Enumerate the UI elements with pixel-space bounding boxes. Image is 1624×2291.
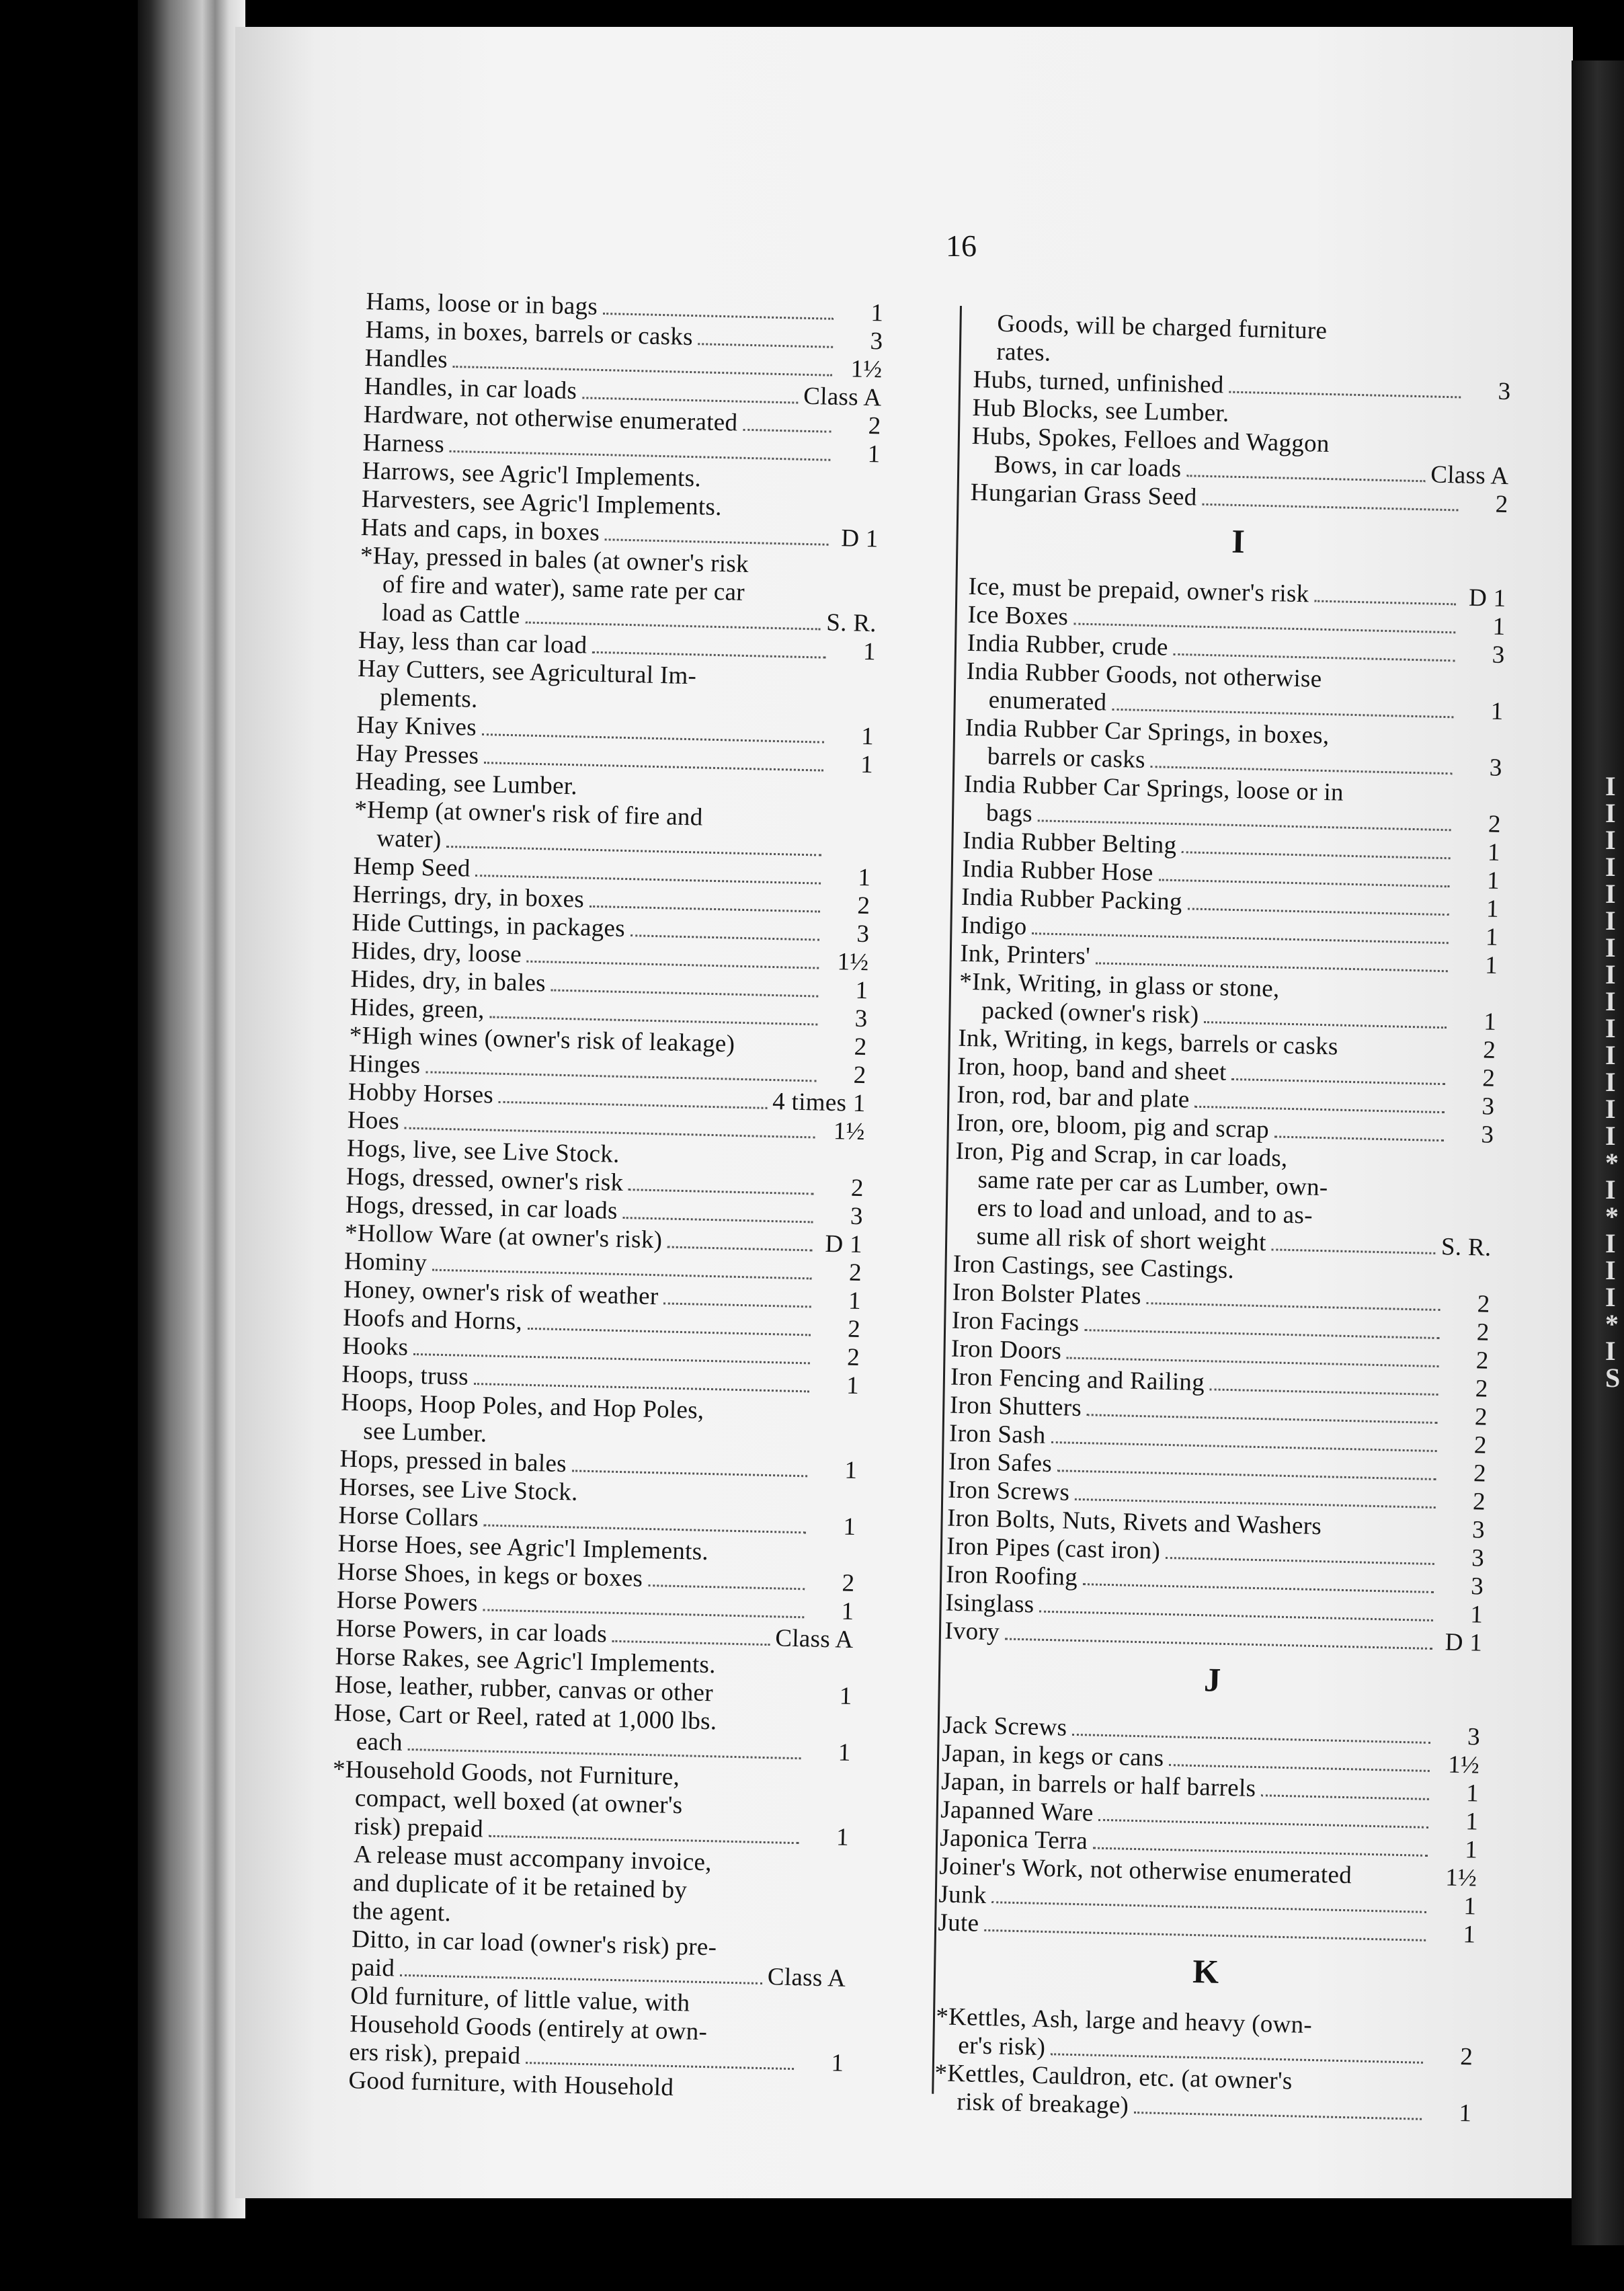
leader-dots: [1084, 1329, 1439, 1339]
right-column: [934, 309, 1512, 2128]
leader-dots: [1202, 504, 1458, 512]
entry-rate: 1: [1465, 1779, 1479, 1808]
leader-dots: [527, 961, 819, 969]
entry-rate: 1: [1459, 2099, 1472, 2128]
leader-dots: [612, 1640, 770, 1646]
entry-commodity: Hemp Seed: [353, 852, 471, 883]
entry-commodity: India Rubber Hose: [961, 854, 1154, 887]
entry-rate: 2: [846, 1343, 860, 1372]
entry-rate: 2: [1495, 490, 1509, 519]
entry-commodity: Hay Presses: [355, 739, 479, 770]
entry-commodity: paid: [350, 1954, 395, 1982]
entry-commodity: Hams, loose or in bags: [366, 288, 598, 321]
entry-rate: 1: [1490, 697, 1504, 725]
leader-dots: [719, 1701, 803, 1703]
entry-rate: 1: [1463, 1921, 1476, 1949]
leader-dots: [1075, 1498, 1436, 1509]
leader-dots: [1098, 1819, 1428, 1828]
entry-commodity: Iron Pipes (cast iron): [946, 1532, 1161, 1565]
entry-rate: 3: [1467, 1723, 1481, 1751]
leader-dots: [1147, 1302, 1440, 1311]
entry-rate: 2: [1472, 1488, 1486, 1516]
entry-commodity: Isinglass: [944, 1589, 1034, 1619]
entry-commodity: Hogs, dressed, in car loads: [345, 1191, 618, 1225]
leader-dots: [475, 875, 821, 885]
facing-page-glyphs: I I I I I I I I I I I I I I * I * I I I * I S: [1605, 771, 1621, 1393]
entry-rate: 1: [1492, 612, 1506, 641]
section-letter: K: [1192, 1952, 1220, 1991]
entry-text: Hogs, live, see Live Stock.: [346, 1134, 620, 1168]
leader-dots: [622, 1217, 813, 1223]
entry-commodity: Horse Shoes, in kegs or boxes: [337, 1558, 643, 1593]
entry-rate: 3: [1471, 1544, 1485, 1572]
entry-rate: Class A: [774, 1624, 854, 1654]
entry-continuation: Goods, will be charged furniture: [997, 309, 1328, 345]
entry-rate: 1: [858, 863, 871, 892]
entry-continuation: of fire and water), same rate per car: [382, 570, 745, 606]
entry-rate: 1: [860, 722, 875, 751]
entry-text: India Rubber Car Springs, loose or in: [963, 770, 1344, 807]
leader-dots: [1166, 1557, 1434, 1565]
leader-dots: [490, 1016, 818, 1025]
entry-rate: 1: [862, 637, 877, 666]
entry-rate: 2: [1473, 1459, 1487, 1488]
entry-text: Hub Blocks, see Lumber.: [972, 393, 1230, 428]
entry-commodity: Horse Collars: [338, 1501, 479, 1533]
entry-rate: 2: [1474, 1403, 1488, 1431]
entry-rate: 1: [1464, 1836, 1478, 1864]
leader-dots: [1204, 1021, 1447, 1029]
entry-text: Horses, see Live Stock.: [339, 1473, 579, 1506]
entry-rate: 1: [1463, 1892, 1477, 1921]
leader-dots: [525, 621, 821, 630]
entry-rate: 3: [1492, 641, 1505, 670]
entry-commodity: Hooks: [341, 1332, 409, 1361]
leader-dots: [1357, 1884, 1427, 1885]
entry-rate: 2: [1475, 1375, 1489, 1403]
leader-dots: [1093, 1847, 1428, 1857]
entry-commodity: enumerated: [988, 686, 1107, 717]
entry-rate: 1: [1484, 951, 1498, 979]
entry-commodity: Jack Screws: [942, 1711, 1067, 1742]
entry-text: Hose, Cart or Reel, rated at 1,000 lbs.: [333, 1699, 717, 1736]
entry-commodity: Iron Bolster Plates: [952, 1278, 1142, 1310]
entry-commodity: *High wines (owner's risk of leakage): [349, 1021, 735, 1058]
entry-rate: 1: [843, 1513, 856, 1541]
leader-dots: [698, 343, 834, 348]
entry-rate: 3: [870, 327, 883, 356]
entry-rate: 2: [1473, 1431, 1488, 1459]
entry-text: Hay Cutters, see Agricultural Im-: [357, 654, 697, 690]
entry-rate: 1: [839, 1682, 853, 1710]
entry-rate: 2: [847, 1315, 861, 1344]
entry-commodity: Iron Roofing: [945, 1560, 1078, 1591]
entry-rate: 3: [1489, 754, 1503, 782]
entry-text: *Household Goods, not Furniture,: [332, 1755, 680, 1792]
entry-text: Hoops, Hoop Poles, and Hop Poles,: [340, 1388, 704, 1424]
leader-dots: [572, 1470, 807, 1477]
entry-commodity: Hops, pressed in bales: [339, 1445, 567, 1478]
entry-rate: 1: [844, 1456, 858, 1485]
section-letter: J: [1203, 1660, 1222, 1699]
entry-commodity: Iron, ore, bloom, pig and scrap: [956, 1109, 1270, 1144]
left-column: [325, 288, 884, 2106]
leader-dots: [453, 366, 833, 376]
entry-rate: 1: [836, 1823, 850, 1851]
leader-dots: [1083, 1583, 1434, 1593]
entry-rate: 1½: [1447, 1751, 1480, 1779]
entry-rate: 2: [1476, 1318, 1490, 1347]
entry-rate: 1: [1483, 1008, 1497, 1036]
leader-dots: [1314, 600, 1456, 606]
entry-continuation: A release must accompany invoice,: [353, 1841, 713, 1877]
entry-rate: 1: [848, 1287, 862, 1316]
leader-dots: [400, 1974, 762, 1984]
leader-dots: [450, 450, 831, 461]
leader-dots: [432, 1269, 812, 1280]
entry-commodity: Indigo: [960, 911, 1028, 940]
leader-dots: [1134, 2112, 1422, 2120]
entry-rate: 2: [868, 411, 881, 440]
entry-rate: 1: [1487, 838, 1501, 867]
leader-dots: [482, 733, 824, 743]
entry-rate: D 1: [840, 524, 879, 553]
entry-text: Hubs, Spokes, Felloes and Waggon: [971, 421, 1330, 458]
entry-commodity: Japanned Ware: [940, 1796, 1094, 1827]
leader-dots: [474, 1383, 809, 1392]
entry-rate: 3: [854, 1004, 868, 1033]
entry-rate: 3: [1471, 1516, 1486, 1544]
leader-dots: [551, 990, 819, 998]
leader-dots: [1231, 1078, 1445, 1085]
entry-rate: D 1: [1468, 584, 1506, 613]
entry-commodity: er's risk): [957, 2032, 1046, 2062]
entry-rate: 2: [1488, 810, 1502, 838]
entry-commodity: Hoops, truss: [341, 1360, 469, 1391]
entry-rate: 2: [857, 891, 870, 920]
leader-dots: [425, 1071, 816, 1082]
leader-dots: [605, 538, 829, 546]
entry-text: *Ink, Writing, in glass or stone,: [959, 967, 1281, 1003]
leader-dots: [628, 1189, 814, 1195]
entry-commodity: Iron Shutters: [949, 1391, 1082, 1422]
entry-rate: 4 times 1: [772, 1088, 866, 1118]
entry-commodity: Japan, in kegs or cans: [941, 1739, 1164, 1772]
entry-text: *Kettles, Cauldron, etc. (at owner's: [934, 2059, 1293, 2095]
entry-commodity: Hides, dry, in bales: [350, 965, 546, 998]
leader-dots: [489, 1835, 799, 1844]
entry-rate: 1½: [850, 355, 883, 384]
leader-dots: [631, 934, 819, 940]
leader-dots: [1067, 1357, 1439, 1368]
leader-dots: [1182, 851, 1451, 859]
leader-dots: [1274, 1135, 1444, 1141]
leader-dots: [1343, 1055, 1446, 1057]
entry-rate: S. R.: [825, 608, 877, 638]
entry-commodity: Iron, hoop, band and sheet: [957, 1052, 1227, 1086]
entry-rate: 1: [855, 976, 868, 1005]
entry-rate: 1½: [833, 1117, 866, 1146]
leader-dots: [484, 1524, 807, 1533]
entry-rate: D 1: [1445, 1628, 1483, 1657]
entry-rate: 3: [1481, 1121, 1494, 1149]
entry-commodity: Iron Safes: [948, 1447, 1053, 1478]
entry-commodity: ers risk), prepaid: [348, 2038, 521, 2070]
entry-text: Horse Rakes, see Agric'l Implements.: [335, 1642, 717, 1679]
entry-commodity: Iron Bolts, Nuts, Rivets and Washers: [946, 1504, 1322, 1541]
entry-commodity: load as Cattle: [381, 598, 521, 630]
leader-dots: [592, 651, 826, 659]
entry-rate: 2: [1477, 1290, 1491, 1318]
entry-continuation: same rate per car as Lumber, own-: [977, 1166, 1329, 1202]
leader-dots: [1210, 1388, 1438, 1396]
entry-commodity: barrels or casks: [987, 742, 1146, 774]
entry-commodity: Bows, in car loads: [993, 450, 1182, 483]
leader-dots: [1072, 1734, 1430, 1744]
entry-rate: 2: [842, 1569, 855, 1597]
entry-continuation: Ditto, in car load (owner's risk) pre-: [351, 1925, 717, 1962]
entry-commodity: Hay Knives: [356, 711, 477, 741]
entry-commodity: Ink, Printers': [959, 939, 1091, 971]
entry-commodity: Japan, in barrels or half barrels: [940, 1767, 1256, 1803]
entry-rate: Class A: [767, 1963, 846, 1993]
leader-dots: [1169, 1764, 1430, 1772]
entry-commodity: each: [356, 1728, 403, 1757]
leader-dots: [648, 1584, 805, 1590]
section-letter: I: [1231, 522, 1246, 561]
leader-dots: [1096, 962, 1448, 972]
leader-dots: [1112, 709, 1453, 719]
entry-rate: Class A: [803, 382, 882, 412]
leader-dots: [1187, 908, 1449, 916]
entry-text: Horse Hoes, see Agric'l Implements.: [337, 1529, 709, 1566]
entry-commodity: Horse Powers, in car loads: [335, 1614, 608, 1648]
leader-dots: [1051, 2053, 1423, 2064]
page-number: 16: [946, 229, 977, 263]
entry-text: *Hay, pressed in bales (at owner's risk: [360, 541, 749, 579]
entry-text: *Hemp (at owner's risk of fire and: [354, 795, 703, 832]
leader-dots: [526, 2062, 794, 2070]
entry-rate: 1½: [837, 948, 869, 977]
entry-rate: 3: [1470, 1572, 1484, 1601]
leader-dots: [484, 762, 823, 771]
entry-commodity: Herrings, dry, in boxes: [352, 880, 585, 914]
entry-text: Iron, Pig and Scrap, in car loads,: [955, 1137, 1289, 1172]
leader-dots: [1057, 1470, 1436, 1480]
entry-rate: 1½: [1445, 1863, 1477, 1892]
entry-rate: 2: [1482, 1036, 1496, 1064]
leader-dots: [1194, 1106, 1445, 1113]
entry-rate: 3: [856, 920, 870, 949]
entry-commodity: risk of breakage): [957, 2088, 1129, 2120]
entry-rate: 1: [867, 440, 881, 469]
entry-commodity: Ice, must be prepaid, owner's risk: [968, 572, 1309, 608]
entry-commodity: Hose, leather, rubber, canvas or other: [334, 1671, 714, 1707]
entry-commodity: Hobby Horses: [348, 1078, 494, 1109]
entry-rate: 1: [1465, 1808, 1479, 1836]
entry-commodity: bags: [985, 799, 1033, 828]
entry-text: Harvesters, see Agric'l Implements.: [361, 485, 723, 522]
entry-continuation: plements.: [379, 683, 479, 713]
entry-rate: 2: [1475, 1347, 1490, 1375]
entry-commodity: Iron Fencing and Railing: [950, 1363, 1205, 1397]
entry-continuation: see Lumber.: [362, 1417, 487, 1448]
leader-dots: [1151, 766, 1453, 774]
entry-continuation: Household Goods (entirely at own-: [349, 2010, 708, 2046]
entry-rate: 2: [854, 1033, 868, 1061]
entry-continuation: compact, well boxed (at owner's: [354, 1784, 683, 1820]
entry-commodity: Horse Powers: [336, 1586, 479, 1617]
entry-commodity: Japonica Terra: [939, 1824, 1088, 1855]
entry-commodity: Hinges: [348, 1049, 421, 1080]
entry-commodity: India Rubber Packing: [961, 883, 1183, 916]
leader-dots: [446, 846, 821, 856]
entry-rate: 1: [1486, 895, 1500, 923]
entry-rate: 3: [1498, 377, 1511, 406]
leader-dots: [1186, 475, 1425, 482]
leader-dots: [740, 1052, 817, 1054]
entry-rate: 1: [830, 2049, 844, 2077]
entry-commodity: Iron Facings: [951, 1306, 1080, 1337]
entry-continuation: Old furniture, of little value, with: [350, 1982, 690, 2017]
entry-commodity: Hides, green,: [350, 993, 485, 1024]
leader-dots: [1229, 391, 1461, 399]
leader-dots: [1039, 1611, 1433, 1621]
entry-commodity: Hominy: [343, 1247, 428, 1277]
entry-text: India Rubber Goods, not otherwise: [966, 657, 1322, 693]
entry-text: Harrows, see Agric'l Implements.: [362, 456, 702, 493]
entry-commodity: Joiner's Work, not otherwise enumerated: [938, 1852, 1352, 1890]
entry-commodity: risk) prepaid: [354, 1812, 484, 1843]
entry-commodity: Ivory: [944, 1617, 1000, 1646]
leader-dots: [483, 1609, 805, 1618]
leader-dots: [499, 1101, 767, 1109]
entry-continuation: and duplicate of it be retained by: [352, 1869, 688, 1904]
entry-rate: 2: [848, 1258, 862, 1287]
entry-commodity: India Rubber Belting: [962, 826, 1177, 860]
entry-rate: 2: [1481, 1064, 1496, 1092]
leader-dots: [408, 1749, 801, 1759]
leader-dots: [743, 429, 831, 433]
entry-continuation: rates.: [996, 337, 1051, 367]
leader-dots: [1173, 653, 1455, 662]
leader-dots: [582, 397, 798, 403]
entry-rate: 1: [1486, 867, 1500, 895]
page-stack-edge: [138, 0, 245, 2218]
entry-commodity: Iron Sash: [948, 1419, 1046, 1449]
entry-continuation: the agent.: [352, 1897, 452, 1927]
entry-commodity: *Hollow Ware (at owner's risk): [344, 1219, 663, 1254]
entry-commodity: water): [376, 824, 442, 854]
entry-commodity: Hogs, dressed, owner's risk: [346, 1162, 624, 1197]
entry-rate: 2: [850, 1174, 864, 1203]
entry-rate: D 1: [825, 1230, 863, 1259]
leader-dots: [603, 313, 834, 320]
entry-continuation: ers to load and unload, and to as-: [977, 1194, 1313, 1230]
entry-commodity: Ink, Writing, in kegs, barrels or casks: [957, 1024, 1339, 1061]
leader-dots: [528, 1328, 811, 1336]
entry-commodity: Handles: [364, 344, 448, 374]
entry-commodity: Handles, in car loads: [364, 372, 577, 405]
entry-rate: 3: [1481, 1092, 1495, 1121]
leader-dots: [1051, 1441, 1436, 1452]
entry-commodity: Iron Doors: [950, 1334, 1062, 1365]
entry-rate: S. R.: [1440, 1233, 1492, 1262]
entry-rate: 2: [1459, 2043, 1473, 2071]
entry-commodity: Harness: [362, 428, 445, 458]
entry-continuation: Good furniture, with Household: [348, 2066, 674, 2102]
entry-commodity: Hay, less than car load: [358, 626, 587, 659]
leader-dots: [1261, 1794, 1429, 1800]
entry-text: Heading, see Lumber.: [354, 767, 578, 801]
entry-rate: 1: [841, 1597, 854, 1625]
entry-rate: 1: [1469, 1601, 1484, 1629]
entry-commodity: Hungarian Grass Seed: [970, 478, 1198, 512]
entry-commodity: Honey, owner's risk of weather: [343, 1275, 659, 1311]
leader-dots: [1158, 879, 1449, 887]
leader-dots: [1073, 622, 1455, 633]
entry-text: Iron Castings, see Castings.: [952, 1250, 1235, 1285]
entry-rate: 1: [870, 299, 884, 327]
entry-rate: 1: [846, 1371, 860, 1400]
entry-rate: 3: [850, 1202, 864, 1231]
entry-rate: 1: [1485, 923, 1499, 951]
entry-commodity: Hats and caps, in boxes: [360, 513, 600, 547]
entry-commodity: Iron Screws: [947, 1476, 1070, 1506]
leader-dots: [1327, 1534, 1435, 1537]
leader-dots: [1271, 1248, 1435, 1254]
entry-text: India Rubber Car Springs, in boxes,: [965, 713, 1330, 750]
entry-commodity: India Rubber, crude: [967, 629, 1169, 661]
entry-text: *Kettles, Ash, large and heavy (own-: [935, 2003, 1313, 2040]
entry-commodity: packed (owner's risk): [981, 996, 1199, 1029]
entry-commodity: Hams, in boxes, barrels or casks: [365, 315, 694, 352]
entry-commodity: Hubs, turned, unfinished: [973, 365, 1225, 399]
entry-commodity: Jute: [938, 1908, 979, 1937]
entry-rate: 1: [838, 1738, 852, 1767]
entry-commodity: Hoes: [347, 1106, 400, 1135]
leader-dots: [590, 906, 820, 913]
entry-commodity: Hides, dry, loose: [351, 936, 522, 969]
leader-dots: [1087, 1414, 1438, 1424]
entry-commodity: Hoofs and Horns,: [342, 1303, 523, 1336]
entry-rate: 2: [853, 1061, 867, 1090]
entry-commodity: Hide Cuttings, in packages: [352, 908, 626, 942]
entry-commodity: Ice Boxes: [967, 600, 1069, 631]
entry-commodity: Iron, rod, bar and plate: [957, 1080, 1190, 1114]
leader-dots: [413, 1353, 810, 1364]
leader-dots: [663, 1302, 811, 1308]
entry-rate: 1: [860, 750, 874, 779]
entry-commodity: sume all risk of short weight: [976, 1222, 1267, 1257]
entry-rate: Class A: [1430, 460, 1510, 491]
leader-dots: [667, 1246, 813, 1252]
entry-commodity: Junk: [938, 1880, 987, 1910]
entry-commodity: Hardware, not otherwise enumerated: [363, 400, 738, 437]
